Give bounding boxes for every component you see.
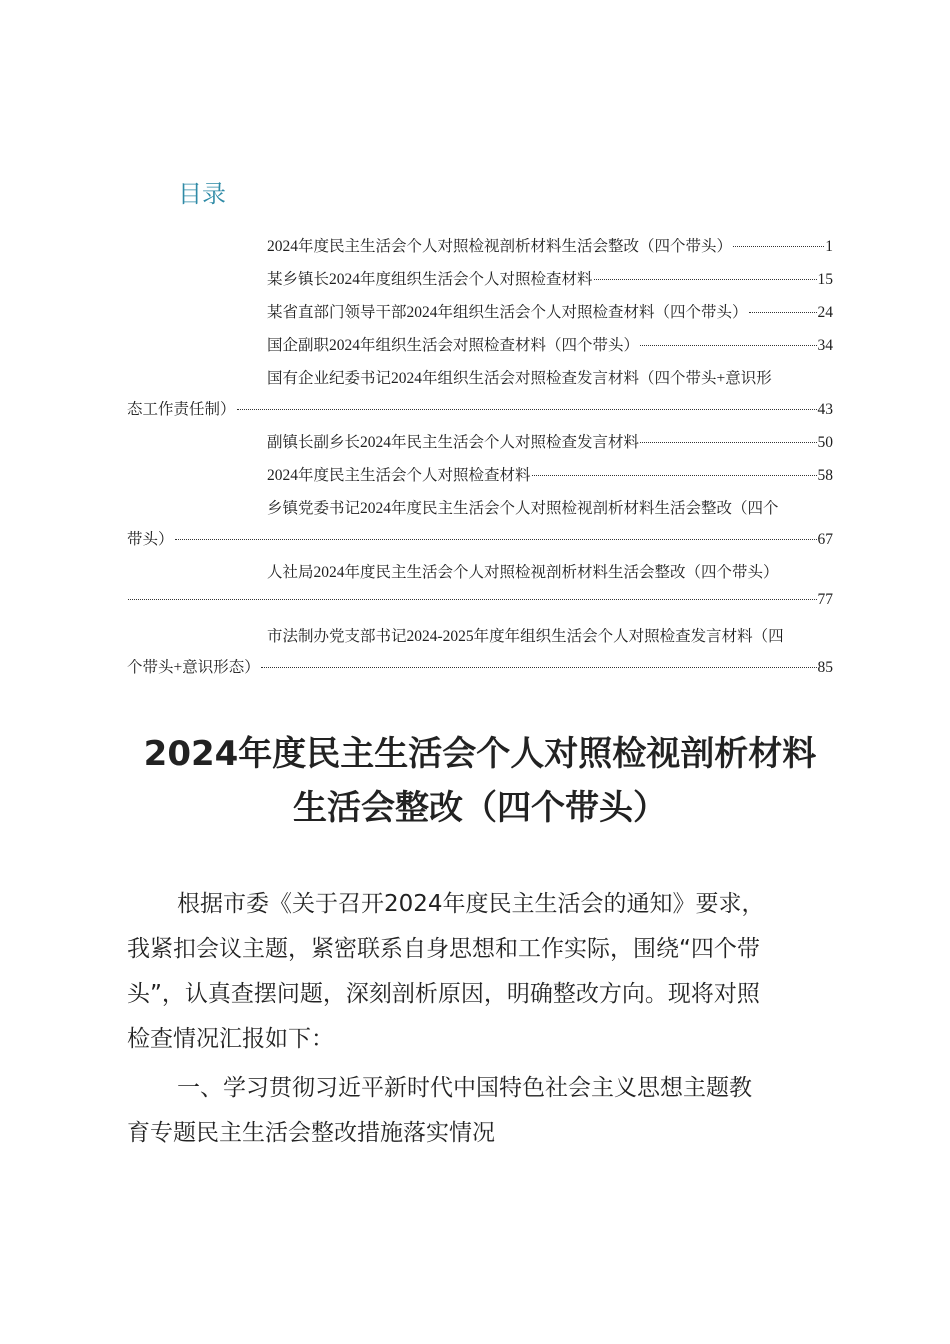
toc-page-number: 50 bbox=[817, 434, 833, 451]
document-title-line-2: 生活会整改（四个带头） bbox=[293, 788, 667, 828]
toc-entry-title: 市法制办党支部书记2024-2025年度年组织生活会个人对照检查发言材料（四 bbox=[267, 628, 784, 645]
document-title bbox=[120, 727, 840, 835]
toc-dot-leader bbox=[640, 442, 816, 443]
toc-entry[interactable] bbox=[127, 234, 833, 265]
intro-line: 检查情况汇报如下： bbox=[127, 1026, 334, 1052]
toc-page-number: 67 bbox=[817, 531, 833, 548]
toc-entry[interactable] bbox=[127, 300, 833, 331]
toc-entry-title: 某乡镇长2024年度组织生活会个人对照检查材料 bbox=[267, 271, 593, 288]
toc-entry-title: 态工作责任制） bbox=[127, 401, 236, 418]
toc-entry-title: 国有企业纪委书记2024年组织生活会对照检查发言材料（四个带头+意识形 bbox=[267, 370, 772, 387]
toc-entry[interactable] bbox=[127, 430, 833, 461]
toc-entry-title: 某省直部门领导干部2024年组织生活会个人对照检查材料（四个带头） bbox=[267, 304, 748, 321]
toc-entry[interactable] bbox=[127, 267, 833, 298]
toc-entry-title: 个带头+意识形态） bbox=[127, 659, 260, 676]
intro-paragraph bbox=[127, 882, 857, 1062]
toc-page-number: 43 bbox=[817, 401, 833, 418]
toc-entry[interactable] bbox=[127, 463, 833, 494]
toc-entry-title: 乡镇党委书记2024年度民主生活会个人对照检视剖析材料生活会整改（四个 bbox=[267, 500, 779, 517]
toc-entry-title: 2024年度民主生活会个人对照检视剖析材料生活会整改（四个带头） bbox=[267, 238, 733, 255]
document-title-line-1: 2024年度民主生活会个人对照检视剖析材料 bbox=[143, 734, 817, 774]
toc-entry-title: 国企副职2024年组织生活会对照检查材料（四个带头） bbox=[267, 337, 640, 354]
toc-dot-leader bbox=[128, 599, 817, 600]
toc-entry-title: 副镇长副乡长2024年民主生活会个人对照检查发言材料 bbox=[267, 434, 640, 451]
toc-page-number: 77 bbox=[817, 591, 833, 608]
toc-entry[interactable] bbox=[127, 333, 833, 364]
intro-line: 根据市委《关于召开2024年度民主生活会的通知》要求， bbox=[177, 891, 765, 917]
toc-heading: 目录 bbox=[178, 180, 226, 208]
table-of-contents bbox=[127, 234, 833, 688]
toc-page-number: 85 bbox=[817, 659, 833, 676]
toc-page-number: 24 bbox=[817, 304, 833, 321]
toc-page-number: 58 bbox=[817, 467, 833, 484]
intro-line: 头”，认真查摆问题，深刻剖析原因，明确整改方向。现将对照 bbox=[127, 981, 760, 1007]
toc-entry[interactable] bbox=[127, 496, 833, 558]
toc-page-number: 1 bbox=[825, 238, 833, 255]
toc-page-number: 34 bbox=[817, 337, 833, 354]
toc-dot-leader bbox=[594, 279, 817, 280]
toc-dot-leader bbox=[640, 345, 816, 346]
toc-dot-leader bbox=[261, 667, 817, 668]
toc-entry[interactable] bbox=[127, 560, 833, 622]
toc-entry-title: 带头） bbox=[127, 531, 174, 548]
section-heading-line: 育专题民主生活会整改措施落实情况 bbox=[127, 1120, 495, 1146]
toc-page-number: 15 bbox=[817, 271, 833, 288]
section-heading-line: 一、学习贯彻习近平新时代中国特色社会主义思想主题教 bbox=[177, 1075, 752, 1101]
toc-dot-leader bbox=[532, 475, 817, 476]
toc-dot-leader bbox=[175, 539, 817, 540]
toc-entry[interactable] bbox=[127, 624, 833, 686]
toc-dot-leader bbox=[733, 246, 824, 247]
section-heading-1 bbox=[127, 1066, 857, 1156]
intro-line: 我紧扣会议主题，紧密联系自身思想和工作实际，围绕“四个带 bbox=[127, 936, 760, 962]
toc-entry[interactable] bbox=[127, 366, 833, 428]
toc-entry-title: 2024年度民主生活会个人对照检查材料 bbox=[267, 467, 531, 484]
toc-entry-title: 人社局2024年度民主生活会个人对照检视剖析材料生活会整改（四个带头） bbox=[267, 564, 779, 581]
document-body bbox=[127, 882, 857, 1156]
toc-dot-leader bbox=[237, 409, 817, 410]
toc-dot-leader bbox=[749, 312, 817, 313]
